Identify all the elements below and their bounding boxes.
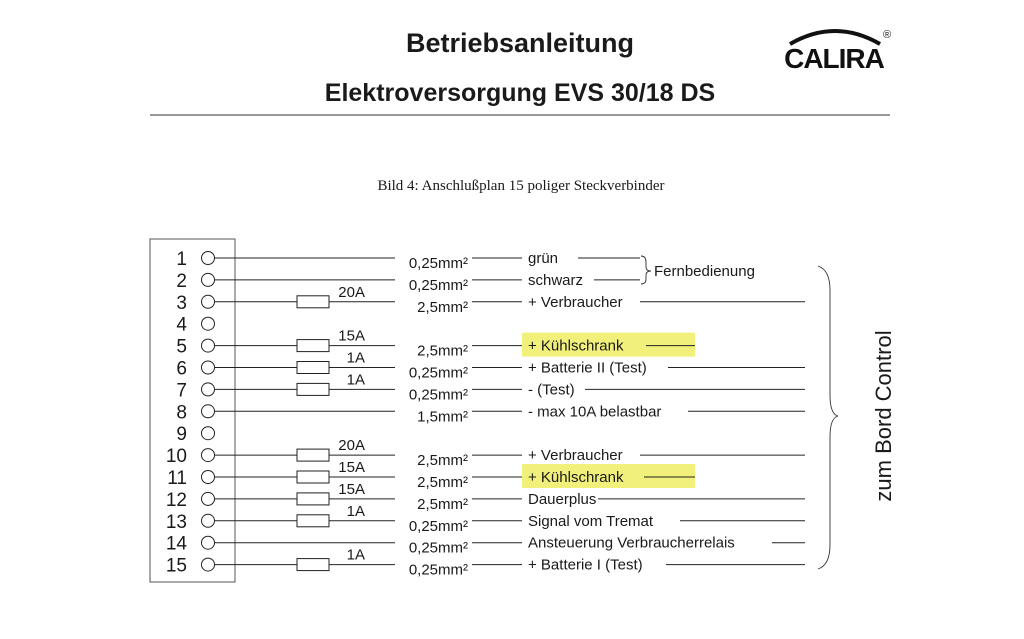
pin-number: 15	[165, 555, 187, 577]
pin-socket	[202, 383, 215, 396]
remote-bracket	[641, 256, 651, 284]
wire-cross-section: 2,5mm²	[417, 452, 468, 470]
signal-label: + Batterie II (Test)	[528, 359, 647, 377]
pin-socket	[202, 273, 215, 286]
pin-number: 14	[165, 533, 187, 555]
fuse-rating: 20A	[338, 283, 365, 301]
logo-wordmark: CALIRA	[784, 43, 884, 74]
fuse-symbol	[297, 449, 329, 461]
fuse-rating: 20A	[338, 437, 365, 455]
signal-label: schwarz	[528, 271, 584, 289]
wire-cross-section: 0,25mm²	[408, 561, 468, 579]
wire-cross-section: 0,25mm²	[408, 539, 468, 557]
pin-socket	[202, 405, 215, 418]
pin-socket	[202, 295, 215, 308]
pin-number: 13	[165, 511, 187, 533]
fuse-symbol	[297, 493, 329, 505]
pin-number: 4	[176, 314, 187, 336]
pin-number: 3	[176, 292, 187, 314]
pin-socket	[202, 361, 215, 374]
pin-socket	[202, 558, 215, 571]
signal-label: Signal vom Tremat	[528, 512, 654, 530]
pin-number: 12	[165, 489, 187, 511]
wire-cross-section: 2,5mm²	[417, 495, 468, 513]
pin-socket	[202, 427, 215, 440]
pin-number: 2	[176, 270, 187, 292]
pin-socket	[202, 514, 215, 527]
pin-number: 10	[165, 446, 187, 468]
pin-rows	[166, 249, 805, 579]
wire-cross-section: 0,25mm²	[408, 364, 468, 382]
wire-cross-section: 1,5mm²	[417, 408, 468, 426]
signal-label: Dauerplus	[528, 490, 597, 508]
fuse-rating: 1A	[346, 349, 365, 367]
fuse-symbol	[297, 362, 329, 374]
signal-label: Ansteuerung Verbraucherrelais	[528, 534, 735, 552]
pin-socket	[202, 536, 215, 549]
pin-number: 8	[176, 402, 187, 424]
pin-socket	[202, 471, 215, 484]
pin-socket	[202, 339, 215, 352]
signal-label: - (Test)	[528, 381, 575, 399]
signal-label: grün	[528, 250, 559, 267]
pin-socket	[202, 492, 215, 505]
page-subtitle: Elektroversorgung EVS 30/18 DS	[324, 79, 716, 107]
page-title: Betriebsanleitung	[405, 28, 635, 58]
remote-group-label: Fernbedienung	[654, 263, 755, 280]
fuse-rating: 15A	[338, 480, 365, 498]
wire-cross-section: 0,25mm²	[408, 276, 468, 294]
wire-cross-section: 0,25mm²	[408, 517, 468, 535]
fuse-rating: 1A	[346, 502, 365, 520]
fuse-symbol	[297, 559, 329, 571]
signal-label: + Verbraucher	[528, 447, 623, 465]
fuse-rating: 1A	[346, 546, 365, 564]
signal-label: + Kühlschrank	[528, 337, 624, 355]
pin-socket	[202, 252, 215, 265]
wire-cross-section: 0,25mm²	[408, 255, 468, 272]
pin-number: 6	[176, 358, 187, 380]
bord-control-label: zum Bord Control	[871, 330, 896, 502]
pin-number: 11	[167, 468, 187, 489]
wire-cross-section: 2,5mm²	[417, 474, 468, 491]
pin-socket	[202, 317, 215, 330]
figure-caption: Bild 4: Anschlußplan 15 poliger Steckverbinder	[377, 178, 665, 194]
signal-label: - max 10A belastbar	[528, 403, 662, 421]
pin-number: 7	[176, 380, 187, 402]
signal-label: + Verbraucher	[528, 293, 623, 311]
fuse-symbol	[297, 471, 329, 483]
fuse-symbol	[297, 296, 329, 308]
wire-cross-section: 2,5mm²	[417, 298, 468, 316]
pin-number: 5	[176, 336, 187, 358]
fuse-symbol	[297, 515, 329, 527]
fuse-rating: 15A	[338, 327, 365, 345]
calira-logo	[784, 29, 891, 74]
pin-number: 9	[176, 424, 187, 446]
bord-control-brace	[818, 266, 838, 569]
fuse-symbol	[297, 383, 329, 395]
registered-mark: ®	[883, 29, 892, 41]
fuse-symbol	[297, 340, 329, 352]
fuse-rating: 15A	[338, 459, 365, 476]
fuse-rating: 1A	[346, 371, 365, 389]
signal-label: + Kühlschrank	[528, 469, 624, 486]
pin-socket	[202, 449, 215, 462]
pin-number: 1	[176, 249, 187, 270]
wire-cross-section: 2,5mm²	[417, 342, 468, 360]
signal-label: + Batterie I (Test)	[528, 556, 643, 574]
connector-housing	[150, 239, 235, 582]
wire-cross-section: 0,25mm²	[408, 386, 468, 404]
